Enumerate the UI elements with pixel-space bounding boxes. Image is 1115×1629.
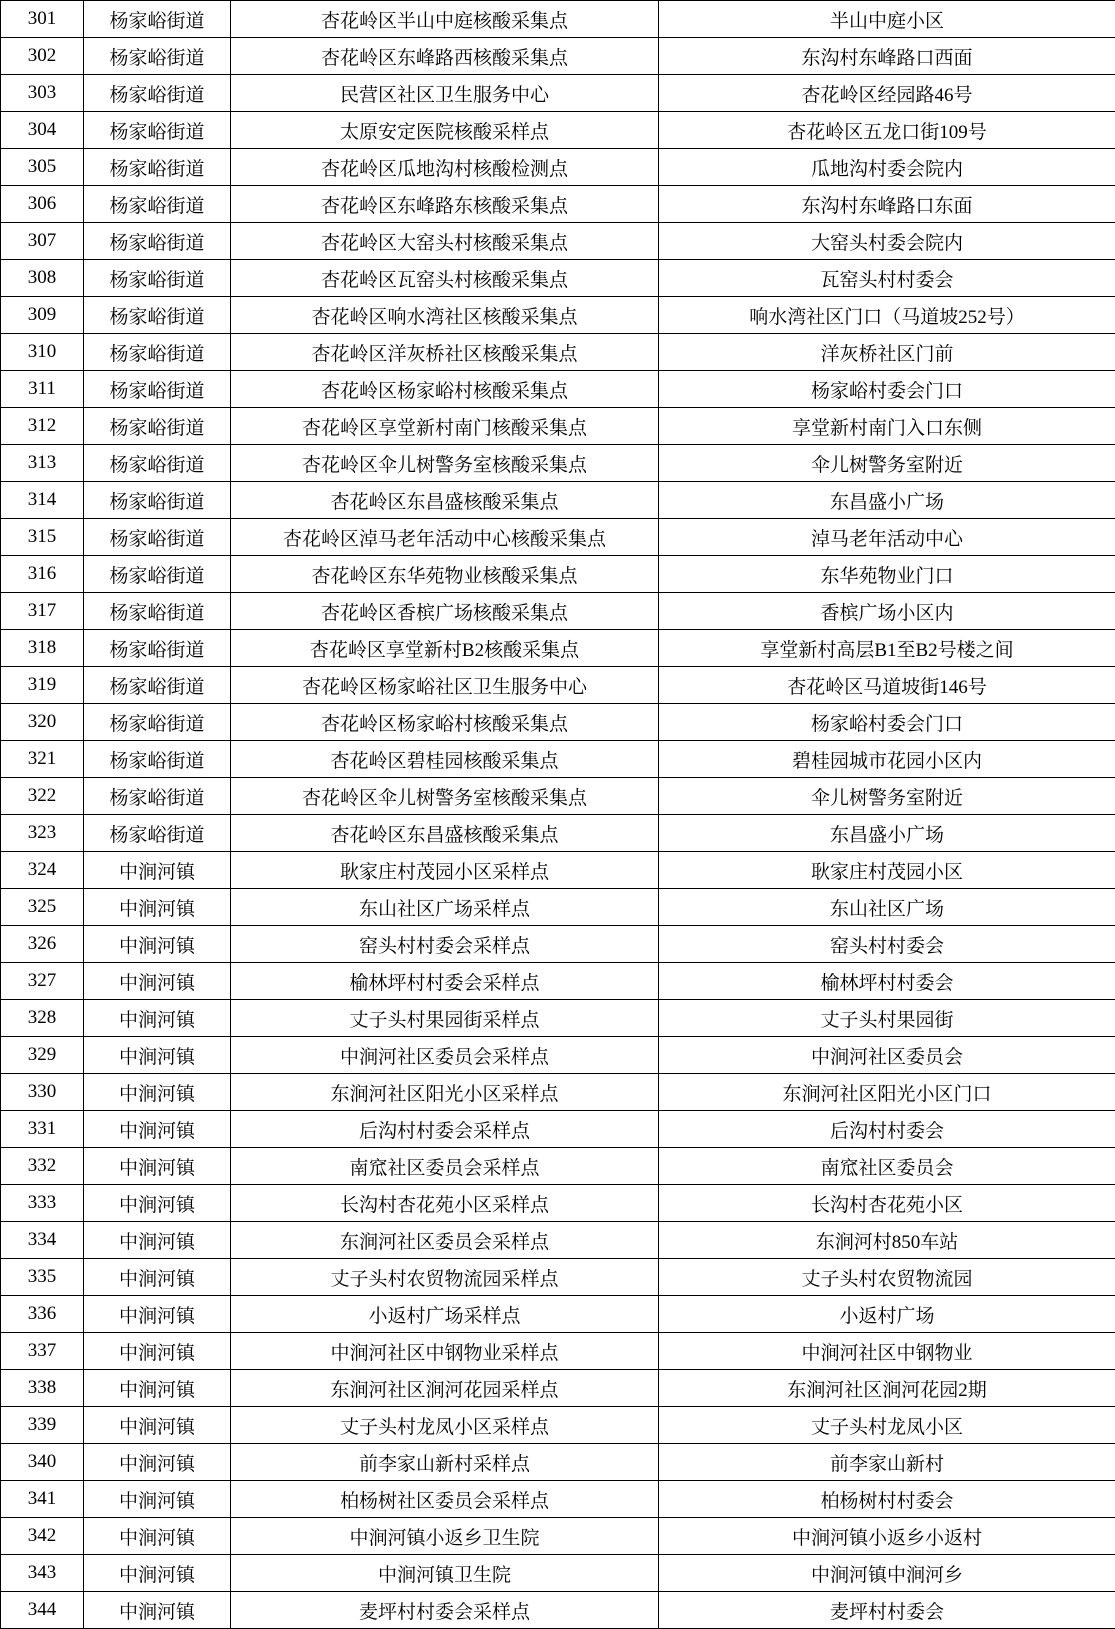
township-cell: 杨家峪街道 (84, 482, 231, 519)
table-row (1, 778, 1115, 815)
township-cell: 杨家峪街道 (84, 260, 231, 297)
row-number-cell: 301 (1, 1, 84, 38)
site-name-cell: 杏花岭区瓜地沟村核酸检测点 (231, 149, 659, 186)
site-name-cell: 杏花岭区香槟广场核酸采集点 (231, 593, 659, 630)
table-row (1, 334, 1115, 371)
table-row (1, 260, 1115, 297)
township-cell: 中涧河镇 (84, 1000, 231, 1037)
table-row (1, 1296, 1115, 1333)
address-cell: 麦坪村村委会 (659, 1592, 1115, 1629)
address-cell: 长沟村杏花苑小区 (659, 1185, 1115, 1222)
row-number-cell: 306 (1, 186, 84, 223)
township-cell: 中涧河镇 (84, 1074, 231, 1111)
site-name-cell: 杏花岭区东峰路东核酸采集点 (231, 186, 659, 223)
township-cell: 中涧河镇 (84, 1259, 231, 1296)
row-number-cell: 334 (1, 1222, 84, 1259)
township-cell: 杨家峪街道 (84, 112, 231, 149)
row-number-cell: 325 (1, 889, 84, 926)
table-row (1, 38, 1115, 75)
row-number-cell: 305 (1, 149, 84, 186)
site-name-cell: 杏花岭区大窑头村核酸采集点 (231, 223, 659, 260)
site-name-cell: 柏杨树社区委员会采样点 (231, 1481, 659, 1518)
address-cell: 半山中庭小区 (659, 1, 1115, 38)
address-cell: 丈子头村龙凤小区 (659, 1407, 1115, 1444)
table-row (1, 963, 1115, 1000)
site-name-cell: 中涧河镇卫生院 (231, 1555, 659, 1592)
table-row (1, 667, 1115, 704)
township-cell: 杨家峪街道 (84, 704, 231, 741)
site-name-cell: 杏花岭区杨家峪村核酸采集点 (231, 371, 659, 408)
site-name-cell: 杏花岭区东昌盛核酸采集点 (231, 815, 659, 852)
township-cell: 杨家峪街道 (84, 778, 231, 815)
row-number-cell: 309 (1, 297, 84, 334)
site-name-cell: 杏花岭区东华苑物业核酸采集点 (231, 556, 659, 593)
township-cell: 中涧河镇 (84, 1592, 231, 1629)
township-cell: 杨家峪街道 (84, 75, 231, 112)
row-number-cell: 339 (1, 1407, 84, 1444)
township-cell: 杨家峪街道 (84, 519, 231, 556)
table-row (1, 445, 1115, 482)
table-row (1, 1185, 1115, 1222)
township-cell: 杨家峪街道 (84, 408, 231, 445)
address-cell: 柏杨树村村委会 (659, 1481, 1115, 1518)
site-name-cell: 前李家山新村采样点 (231, 1444, 659, 1481)
address-cell: 大窑头村委会院内 (659, 223, 1115, 260)
row-number-cell: 327 (1, 963, 84, 1000)
row-number-cell: 321 (1, 741, 84, 778)
address-cell: 后沟村村委会 (659, 1111, 1115, 1148)
site-name-cell: 东涧河社区委员会采样点 (231, 1222, 659, 1259)
table-row (1, 1370, 1115, 1407)
table-row (1, 1407, 1115, 1444)
address-cell: 响水湾社区门口（马道坡252号） (659, 297, 1115, 334)
sampling-table-body (1, 1, 1115, 1629)
township-cell: 中涧河镇 (84, 1444, 231, 1481)
site-name-cell: 东山社区广场采样点 (231, 889, 659, 926)
row-number-cell: 333 (1, 1185, 84, 1222)
site-name-cell: 杏花岭区东峰路西核酸采集点 (231, 38, 659, 75)
site-name-cell: 杏花岭区响水湾社区核酸采集点 (231, 297, 659, 334)
township-cell: 杨家峪街道 (84, 593, 231, 630)
township-cell: 杨家峪街道 (84, 38, 231, 75)
table-row (1, 1222, 1115, 1259)
township-cell: 中涧河镇 (84, 889, 231, 926)
row-number-cell: 343 (1, 1555, 84, 1592)
row-number-cell: 318 (1, 630, 84, 667)
township-cell: 中涧河镇 (84, 1185, 231, 1222)
row-number-cell: 337 (1, 1333, 84, 1370)
site-name-cell: 后沟村村委会采样点 (231, 1111, 659, 1148)
table-row (1, 1518, 1115, 1555)
township-cell: 杨家峪街道 (84, 741, 231, 778)
table-row (1, 630, 1115, 667)
township-cell: 杨家峪街道 (84, 445, 231, 482)
township-cell: 杨家峪街道 (84, 630, 231, 667)
township-cell: 中涧河镇 (84, 1555, 231, 1592)
site-name-cell: 麦坪村村委会采样点 (231, 1592, 659, 1629)
row-number-cell: 326 (1, 926, 84, 963)
row-number-cell: 312 (1, 408, 84, 445)
township-cell: 杨家峪街道 (84, 815, 231, 852)
table-row (1, 408, 1115, 445)
township-cell: 中涧河镇 (84, 1481, 231, 1518)
table-row (1, 1592, 1115, 1629)
address-cell: 香槟广场小区内 (659, 593, 1115, 630)
table-row (1, 852, 1115, 889)
address-cell: 伞儿树警务室附近 (659, 778, 1115, 815)
address-cell: 前李家山新村 (659, 1444, 1115, 1481)
row-number-cell: 310 (1, 334, 84, 371)
table-row (1, 1148, 1115, 1185)
table-row (1, 1037, 1115, 1074)
row-number-cell: 335 (1, 1259, 84, 1296)
township-cell: 中涧河镇 (84, 963, 231, 1000)
row-number-cell: 304 (1, 112, 84, 149)
site-name-cell: 耿家庄村茂园小区采样点 (231, 852, 659, 889)
address-cell: 东山社区广场 (659, 889, 1115, 926)
township-cell: 杨家峪街道 (84, 297, 231, 334)
row-number-cell: 329 (1, 1037, 84, 1074)
site-name-cell: 杏花岭区伞儿树警务室核酸采集点 (231, 445, 659, 482)
township-cell: 中涧河镇 (84, 1518, 231, 1555)
site-name-cell: 杏花岭区洋灰桥社区核酸采集点 (231, 334, 659, 371)
row-number-cell: 303 (1, 75, 84, 112)
table-row (1, 297, 1115, 334)
table-row (1, 1333, 1115, 1370)
township-cell: 中涧河镇 (84, 1296, 231, 1333)
table-row (1, 1259, 1115, 1296)
table-row (1, 815, 1115, 852)
township-cell: 中涧河镇 (84, 1333, 231, 1370)
address-cell: 杨家峪村委会门口 (659, 371, 1115, 408)
site-name-cell: 长沟村杏花苑小区采样点 (231, 1185, 659, 1222)
row-number-cell: 341 (1, 1481, 84, 1518)
row-number-cell: 330 (1, 1074, 84, 1111)
table-row (1, 75, 1115, 112)
address-cell: 东昌盛小广场 (659, 815, 1115, 852)
table-row (1, 1111, 1115, 1148)
table-row (1, 186, 1115, 223)
site-name-cell: 杏花岭区瓦窑头村核酸采集点 (231, 260, 659, 297)
township-cell: 中涧河镇 (84, 1407, 231, 1444)
row-number-cell: 308 (1, 260, 84, 297)
address-cell: 丈子头村农贸物流园 (659, 1259, 1115, 1296)
address-cell: 榆林坪村村委会 (659, 963, 1115, 1000)
township-cell: 杨家峪街道 (84, 1, 231, 38)
township-cell: 中涧河镇 (84, 926, 231, 963)
address-cell: 南窊社区委员会 (659, 1148, 1115, 1185)
township-cell: 杨家峪街道 (84, 223, 231, 260)
row-number-cell: 322 (1, 778, 84, 815)
site-name-cell: 杏花岭区杨家峪村核酸采集点 (231, 704, 659, 741)
site-name-cell: 杏花岭区淖马老年活动中心核酸采集点 (231, 519, 659, 556)
address-cell: 洋灰桥社区门前 (659, 334, 1115, 371)
table-row (1, 1444, 1115, 1481)
site-name-cell: 太原安定医院核酸采样点 (231, 112, 659, 149)
site-name-cell: 中涧河社区中钢物业采样点 (231, 1333, 659, 1370)
site-name-cell: 杏花岭区东昌盛核酸采集点 (231, 482, 659, 519)
township-cell: 中涧河镇 (84, 1370, 231, 1407)
township-cell: 杨家峪街道 (84, 186, 231, 223)
row-number-cell: 336 (1, 1296, 84, 1333)
row-number-cell: 307 (1, 223, 84, 260)
row-number-cell: 338 (1, 1370, 84, 1407)
row-number-cell: 314 (1, 482, 84, 519)
township-cell: 杨家峪街道 (84, 667, 231, 704)
township-cell: 中涧河镇 (84, 1037, 231, 1074)
row-number-cell: 323 (1, 815, 84, 852)
row-number-cell: 328 (1, 1000, 84, 1037)
site-name-cell: 东涧河社区涧河花园采样点 (231, 1370, 659, 1407)
table-row (1, 112, 1115, 149)
site-name-cell: 榆林坪村村委会采样点 (231, 963, 659, 1000)
row-number-cell: 302 (1, 38, 84, 75)
township-cell: 中涧河镇 (84, 1148, 231, 1185)
address-cell: 东涧河社区涧河花园2期 (659, 1370, 1115, 1407)
site-name-cell: 丈子头村农贸物流园采样点 (231, 1259, 659, 1296)
address-cell: 瓜地沟村委会院内 (659, 149, 1115, 186)
site-name-cell: 杏花岭区伞儿树警务室核酸采集点 (231, 778, 659, 815)
table-row (1, 482, 1115, 519)
site-name-cell: 东涧河社区阳光小区采样点 (231, 1074, 659, 1111)
table-row (1, 556, 1115, 593)
address-cell: 东沟村东峰路口西面 (659, 38, 1115, 75)
site-name-cell: 中涧河社区委员会采样点 (231, 1037, 659, 1074)
row-number-cell: 315 (1, 519, 84, 556)
site-name-cell: 杏花岭区碧桂园核酸采集点 (231, 741, 659, 778)
site-name-cell: 小返村广场采样点 (231, 1296, 659, 1333)
address-cell: 伞儿树警务室附近 (659, 445, 1115, 482)
row-number-cell: 332 (1, 1148, 84, 1185)
township-cell: 杨家峪街道 (84, 334, 231, 371)
township-cell: 杨家峪街道 (84, 371, 231, 408)
site-name-cell: 杏花岭区享堂新村B2核酸采集点 (231, 630, 659, 667)
township-cell: 杨家峪街道 (84, 149, 231, 186)
row-number-cell: 319 (1, 667, 84, 704)
address-cell: 中涧河社区委员会 (659, 1037, 1115, 1074)
address-cell: 东昌盛小广场 (659, 482, 1115, 519)
address-cell: 小返村广场 (659, 1296, 1115, 1333)
row-number-cell: 331 (1, 1111, 84, 1148)
row-number-cell: 317 (1, 593, 84, 630)
township-cell: 杨家峪街道 (84, 556, 231, 593)
table-row (1, 889, 1115, 926)
site-name-cell: 丈子头村龙凤小区采样点 (231, 1407, 659, 1444)
site-name-cell: 丈子头村果园街采样点 (231, 1000, 659, 1037)
row-number-cell: 313 (1, 445, 84, 482)
site-name-cell: 民营区社区卫生服务中心 (231, 75, 659, 112)
table-row (1, 1074, 1115, 1111)
township-cell: 中涧河镇 (84, 852, 231, 889)
site-name-cell: 杏花岭区享堂新村南门核酸采集点 (231, 408, 659, 445)
table-row (1, 223, 1115, 260)
table-row (1, 1, 1115, 38)
site-name-cell: 窑头村村委会采样点 (231, 926, 659, 963)
address-cell: 丈子头村果园街 (659, 1000, 1115, 1037)
address-cell: 中涧河镇中涧河乡 (659, 1555, 1115, 1592)
address-cell: 享堂新村南门入口东侧 (659, 408, 1115, 445)
table-row (1, 926, 1115, 963)
table-row (1, 1481, 1115, 1518)
township-cell: 中涧河镇 (84, 1111, 231, 1148)
row-number-cell: 344 (1, 1592, 84, 1629)
address-cell: 窑头村村委会 (659, 926, 1115, 963)
address-cell: 中涧河社区中钢物业 (659, 1333, 1115, 1370)
address-cell: 东涧河社区阳光小区门口 (659, 1074, 1115, 1111)
address-cell: 瓦窑头村村委会 (659, 260, 1115, 297)
site-name-cell: 南窊社区委员会采样点 (231, 1148, 659, 1185)
site-name-cell: 杏花岭区杨家峪社区卫生服务中心 (231, 667, 659, 704)
address-cell: 淖马老年活动中心 (659, 519, 1115, 556)
table-row (1, 519, 1115, 556)
row-number-cell: 340 (1, 1444, 84, 1481)
address-cell: 碧桂园城市花园小区内 (659, 741, 1115, 778)
address-cell: 中涧河镇小返乡小返村 (659, 1518, 1115, 1555)
row-number-cell: 320 (1, 704, 84, 741)
row-number-cell: 342 (1, 1518, 84, 1555)
site-name-cell: 中涧河镇小返乡卫生院 (231, 1518, 659, 1555)
table-row (1, 704, 1115, 741)
table-row (1, 371, 1115, 408)
address-cell: 享堂新村高层B1至B2号楼之间 (659, 630, 1115, 667)
address-cell: 东沟村东峰路口东面 (659, 186, 1115, 223)
address-cell: 东华苑物业门口 (659, 556, 1115, 593)
address-cell: 耿家庄村茂园小区 (659, 852, 1115, 889)
row-number-cell: 324 (1, 852, 84, 889)
address-cell: 杏花岭区马道坡街146号 (659, 667, 1115, 704)
row-number-cell: 311 (1, 371, 84, 408)
table-row (1, 149, 1115, 186)
address-cell: 杏花岭区经园路46号 (659, 75, 1115, 112)
table-row (1, 1555, 1115, 1592)
address-cell: 杏花岭区五龙口街109号 (659, 112, 1115, 149)
site-name-cell: 杏花岭区半山中庭核酸采集点 (231, 1, 659, 38)
township-cell: 中涧河镇 (84, 1222, 231, 1259)
table-row (1, 1000, 1115, 1037)
address-cell: 东涧河村850车站 (659, 1222, 1115, 1259)
table-row (1, 741, 1115, 778)
table-row (1, 593, 1115, 630)
address-cell: 杨家峪村委会门口 (659, 704, 1115, 741)
row-number-cell: 316 (1, 556, 84, 593)
